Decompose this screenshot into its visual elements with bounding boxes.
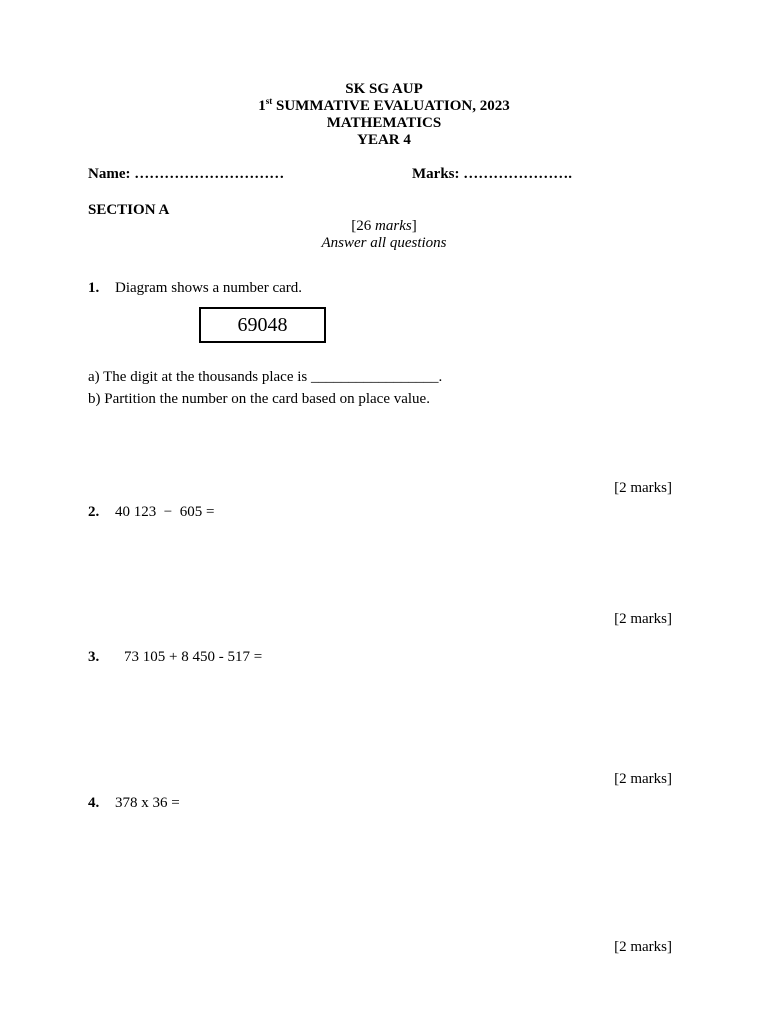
evaluation-title xyxy=(0,98,768,115)
question-2-text: 40 123 − 605 = xyxy=(115,504,215,520)
question-1-marks: [2 marks] xyxy=(614,480,672,496)
question-4-number: 4. xyxy=(88,795,100,811)
question-1-text: Diagram shows a number card. xyxy=(115,280,303,296)
question-4-text: 378 x 36 = xyxy=(115,795,180,811)
subject-title: MATHEMATICS xyxy=(326,115,442,131)
marks-field xyxy=(412,166,572,183)
question-1-part-a: a) The digit at the thousands place is _________________. xyxy=(88,369,443,385)
question-1-number: 1. xyxy=(88,280,100,296)
evaluation-ordinal: 1 xyxy=(258,98,266,114)
marks-label: Marks: xyxy=(412,166,460,182)
evaluation-title-text: SUMMATIVE EVALUATION, 2023 xyxy=(272,98,510,114)
question-1-part-b: b) Partition the number on the card based on place value. xyxy=(88,391,430,407)
question-3-text: 73 105 + 8 450 - 517 = xyxy=(124,649,263,665)
question-4-marks: [2 marks] xyxy=(614,939,672,955)
evaluation-ordinal-suffix: st xyxy=(265,96,273,106)
number-card-value: 69048 xyxy=(237,313,288,336)
school-name: SK SG AUP xyxy=(345,81,423,97)
name-label: Name: xyxy=(88,166,131,182)
question-2-number: 2. xyxy=(88,504,100,520)
section-marks-close: ] xyxy=(411,218,417,234)
section-title: SECTION A xyxy=(88,202,170,218)
name-blank: ………………………… xyxy=(134,166,285,182)
number-card xyxy=(199,307,326,343)
section-marks-word: marks xyxy=(375,218,412,234)
marks-blank: …………………. xyxy=(463,166,572,182)
question-3-marks: [2 marks] xyxy=(614,771,672,787)
year-title: YEAR 4 xyxy=(357,132,411,148)
section-instruction: Answer all questions xyxy=(321,235,447,251)
section-marks-open: [26 xyxy=(351,218,376,234)
question-2-marks: [2 marks] xyxy=(614,611,672,627)
question-3-number: 3. xyxy=(88,649,100,665)
section-marks xyxy=(0,218,768,235)
name-field xyxy=(88,166,284,183)
